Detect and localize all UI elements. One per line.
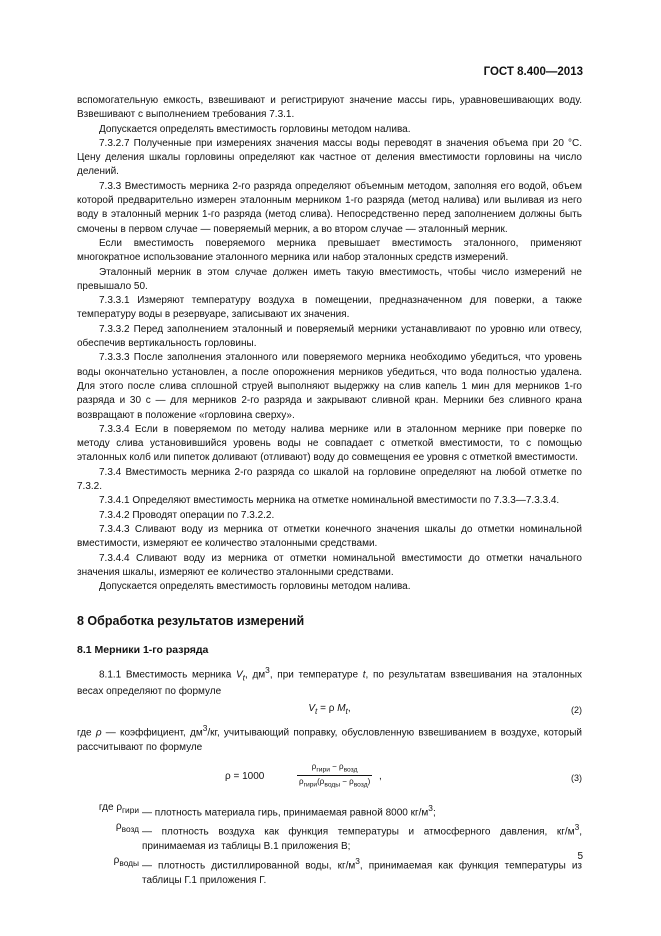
paragraph: Допускается определять вместимость горловины методом налива. xyxy=(99,581,411,593)
paragraph: Эталонный мерник в этом случае должен иметь такую вместимость, чтобы число измерений не превышало 50. xyxy=(77,266,582,292)
where-clause: где ρ — коэффициент, $дм^3/кг$, учитывающий поправку, обусловленную взвешиванием в воздухе, который рассчитывают по формуле xyxy=(77,722,582,753)
paragraph: 7.3.3.3 После заполнения эталонного или поверяемого мерника необходимо убедиться, что уровень воды окончательно установлен, а после опорожнения мерников убедиться, что вода полностью удалена. Для этого после слива сплошной струей выполняют выдержку на слив капель 1 мин для мерников 1-го разряда и 30 с — для мерников 2-го разряда и закрывают сливной кран. Мерники без сливного крана возвращают в положение «горловина сверху». xyxy=(77,352,582,421)
paragraph: 7.3.4.4 Сливают воду из мерника от отметки номинальной вместимости до отметки начального значения шкалы, измеряют ее количество эталонными средствами. xyxy=(77,552,582,578)
formula-2: $V_t = \rho$ $M_t$, (2) xyxy=(308,702,582,716)
page-number: 5 xyxy=(577,851,583,862)
document-code-header: ГОСТ 8.400—2013 xyxy=(483,66,583,78)
paragraph: Если вместимость поверяемого мерника превышает вместимость эталонного, применяют многократное использование эталонного мерника или набор эталонных средств измерений. xyxy=(77,237,582,264)
paragraph: вспомогательную емкость, взвешивают и регистрируют значение массы гирь, уравновешивающих воду. Взвешивают с выполнением требования 7.3.1. xyxy=(77,95,582,121)
paragraph: Допускается определять вместимость горловины методом налива. xyxy=(99,123,411,135)
formula-3: ρ = 1000 $\rho_{гири} - \rho_{возд}$ $\rho_{гири}(\rho_{воды} - \rho_{возд})$ , (3) xyxy=(225,761,582,790)
paragraph: 7.3.3.2 Перед заполнением эталонный и поверяемый мерники устанавливают по уровню или отвесу, обеспечив вертикальность горловины. xyxy=(77,323,582,350)
paragraph: 7.3.4.3 Сливают воду из мерника от отметки конечного значения шкалы до отметки номинальной вместимости, измеряют ее количество эталонными средствами. xyxy=(77,523,582,550)
paragraph: 7.3.4.1 Определяют вместимость мерника на отметке номинальной вместимости по 7.3.3—7.3.3.4. xyxy=(99,495,560,507)
definition-item: где $\rho_{гири}$ — плотность материала гирь, принимаемая равной 8000 $кг/м^3$; xyxy=(98,801,436,819)
fraction xyxy=(297,761,372,791)
formula-number: (3) xyxy=(571,772,582,783)
paragraph: 7.3.4.2 Проводят операции по 7.3.2.2. xyxy=(99,509,275,521)
paragraph: 7.3.2.7 Полученные при измерениях значения массы воды переводят в значения объема при 20 °C. Цену деления шкалы горловины определяют как частное от деления вместимости горловины на число делений. xyxy=(77,137,582,178)
fraction-denominator: $\rho_{гири}(\rho_{воды} - \rho_{возд})$ xyxy=(299,777,371,790)
definition-item: $\rho_{воды}$ — плотность дистиллированной воды, $кг/м^3$, принимаемая как функция температуры из таблицы Г.1 приложения Г. xyxy=(113,855,582,886)
paragraph-8-1-1: 8.1.1 Вместимость мерника $V_t$, $дм^3$, при температуре t, по результатам взвешивания на эталонных весах определяют по формуле xyxy=(77,664,583,697)
formula-number: (2) xyxy=(571,704,582,715)
fraction-numerator: $\rho_{гири} - \rho_{возд}$ xyxy=(297,761,372,777)
document-body xyxy=(77,94,582,888)
paragraph: 7.3.3.1 Измеряют температуру воздуха в помещении, предназначенном для поверки, а также температуру воды в резервуаре, записывают их значения. xyxy=(77,295,582,321)
paragraph: 7.3.4 Вместимость мерника 2-го разряда со шкалой на горловине определяют на любой отметке по 7.3.2. xyxy=(77,466,582,493)
paragraph: 7.3.3.4 Если в поверяемом по методу налива мернике или в эталонном мернике при поверке по методу слива установившийся уровень воды не совпадает с отметкой вместимости, то с помощью эталонных колб или пипеток доливают (отливают) воду до совмещения ее уровня с отметкой вместимости. xyxy=(77,423,582,464)
section-heading: 8 Обработка результатов измерений xyxy=(77,614,305,629)
subsection-heading: 8.1 Мерники 1-го разряда xyxy=(77,643,209,656)
definition-item: $\rho_{возд}$ — плотность воздуха как функция температуры и атмосферного давления, $кг/м^3$, принимаемая из таблицы В.1 приложения В; xyxy=(115,821,582,853)
paragraph: 7.3.3 Вместимость мерника 2-го разряда определяют объемным методом, заполняя его водой, объем которой предварительно измерен эталонным мерником 1-го разряда (метод налива) или выливая из него воду в эталонный мерник 1-го разряда (метод слива). Непосредственно перед заполнением должны быть смочены в первом случае — поверяемый мерник, а во втором случае — эталонный мерник. xyxy=(77,180,582,235)
